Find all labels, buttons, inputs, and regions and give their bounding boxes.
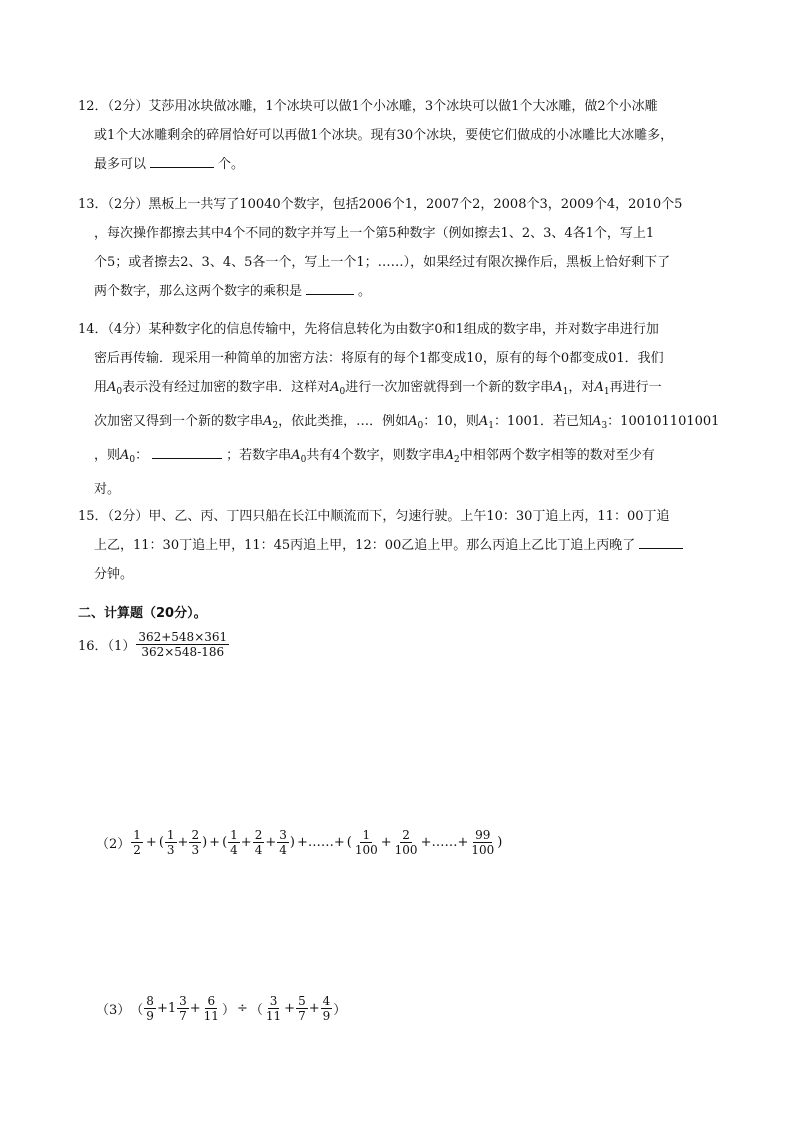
- question-15: [78, 502, 726, 589]
- plus-sign: +: [145, 835, 157, 850]
- q14-line-2: 密后再传输．现采用一种简单的加密方法：将原有的每个1都变成10，原有的每个0都变成01．我们: [94, 351, 664, 366]
- q12-line-3: [78, 150, 726, 179]
- numerator: 5: [298, 994, 306, 1008]
- var-a1: A: [553, 380, 563, 395]
- question-12: [78, 92, 726, 179]
- numerator: 3: [179, 994, 187, 1008]
- q14-text: 表示没有经过加密的数字串．这样对: [122, 380, 331, 395]
- sub-3: 3: [601, 421, 608, 431]
- fraction: [469, 828, 496, 857]
- sub-2: 2: [272, 421, 279, 431]
- numerator: 99: [475, 828, 491, 842]
- q14-text: ：100101101001: [607, 414, 720, 429]
- right-paren: ）: [333, 1003, 347, 1018]
- q15-text: 上乙，11：30丁追上甲，11：45丙追上甲，12：00乙追上甲。那么丙追上乙比丁追上丙晚了: [94, 538, 636, 553]
- right-paren: ): [202, 835, 208, 850]
- plus-sign: +: [284, 1001, 296, 1016]
- denominator: 4: [279, 843, 287, 857]
- denominator: 2: [133, 843, 141, 857]
- q12-text: 最多可以: [94, 157, 147, 172]
- q14-text: ，则: [94, 448, 121, 463]
- plus-sign: +: [209, 835, 221, 850]
- denominator: 4: [254, 843, 263, 857]
- numerator: 2: [402, 828, 410, 842]
- q14-answer-blank-1[interactable]: [152, 444, 222, 459]
- q12-line-1: 12．（2分）艾莎用冰块做冰雕，1个冰块可以做1个小冰雕，3个冰块可以做1个大冰雕，做2个小冰雕: [78, 99, 658, 114]
- q12-text-end: 个。: [218, 157, 245, 172]
- var-a2: A: [263, 414, 273, 429]
- q13-text-end: 。: [358, 284, 372, 299]
- left-paren: (: [222, 835, 228, 850]
- q15-line-1: 15．（2分）甲、乙、丙、丁四只船在长江中顺流而下，匀速行驶。上午10：30丁追上丙，11：00丁追: [78, 509, 670, 524]
- fraction: [277, 828, 289, 857]
- plus-sign: +: [380, 835, 392, 850]
- q14-text: ；若数字串: [226, 448, 292, 463]
- var-a0: A: [107, 380, 117, 395]
- q16-p3-label: （3）: [96, 1003, 131, 1018]
- fraction: [296, 994, 308, 1023]
- numerator: 4: [322, 994, 331, 1008]
- q13-line-1: 13．（2分）黑板上一共写了10040个数字，包括2006个1，2007个2，2008个3，2009个4，2010个5: [78, 197, 683, 212]
- plus-sign: +: [189, 1001, 201, 1016]
- plus-sign: +: [240, 835, 252, 850]
- numerator: 1: [362, 828, 371, 842]
- sub-1: 1: [603, 387, 610, 397]
- fraction: [177, 994, 189, 1023]
- denominator: 4: [230, 843, 238, 857]
- fraction: [131, 828, 143, 857]
- numerator: 1: [166, 828, 175, 842]
- numerator: 2: [191, 828, 200, 842]
- q16-p1-fraction: [136, 630, 229, 659]
- sub-0: 0: [129, 455, 136, 465]
- q14-text: ，依此类推，…．例如: [278, 414, 409, 429]
- plus-sign: +: [177, 835, 189, 850]
- denominator: 11: [203, 1009, 219, 1023]
- numerator: 6: [207, 994, 216, 1008]
- plus-sign: +: [308, 1001, 320, 1016]
- sub-0: 0: [417, 421, 424, 431]
- section-2-title: 二、计算题（20分）。: [78, 606, 207, 621]
- var-a1: A: [478, 414, 489, 429]
- q16-p2-label: （2）: [96, 837, 131, 852]
- denominator: 3: [191, 843, 200, 857]
- q14-line-6: 对。: [94, 482, 121, 497]
- left-paren: (: [158, 835, 164, 850]
- q14-line-1: 14．（4分）某种数字化的信息传输中，先将信息转化为由数字0和1组成的数字串，并对数字串进行加: [78, 322, 659, 337]
- fraction: [353, 828, 380, 857]
- q14-line-5: [78, 441, 726, 475]
- sub-0: 0: [116, 387, 123, 397]
- ellipsis-sum: +……+: [420, 835, 469, 850]
- plus-sign: +: [156, 1001, 168, 1016]
- var-a0: A: [330, 380, 340, 395]
- fraction: [253, 828, 265, 857]
- q13-answer-blank[interactable]: [306, 280, 354, 295]
- sub-0: 0: [300, 455, 307, 465]
- numerator: 1: [133, 828, 141, 842]
- question-14: [78, 315, 726, 504]
- fraction: [165, 828, 177, 857]
- left-paren: （: [249, 1003, 263, 1018]
- q14-text: ，对: [568, 380, 595, 395]
- fraction: [228, 828, 240, 857]
- numerator: 8: [146, 994, 154, 1008]
- denominator: 100: [394, 843, 418, 857]
- fraction: [264, 994, 283, 1023]
- denominator: 7: [298, 1009, 306, 1023]
- plus-sign: +: [265, 835, 277, 850]
- question-13: [78, 190, 726, 306]
- q12-line-2: 或1个大冰雕剩余的碎屑恰好可以再做1个冰块。现有30个冰块，要使它们做成的小冰雕比大冰雕多，: [94, 128, 674, 143]
- q14-text: 中相邻两个数字相等的数对至少有: [459, 448, 655, 463]
- q14-text: ：: [135, 448, 149, 463]
- q15-line-3: 分钟。: [94, 567, 134, 582]
- var-a0: A: [291, 448, 301, 463]
- numerator: 3: [279, 828, 287, 842]
- q14-text: ：1001．若已知: [493, 414, 593, 429]
- var-a2: A: [444, 448, 454, 463]
- q13-text: 两个数字，那么这两个数字的乘积是: [94, 284, 303, 299]
- var-a3: A: [592, 414, 602, 429]
- denominator: 100: [471, 843, 495, 857]
- numerator: 2: [254, 828, 263, 842]
- q14-text: ：10，则: [423, 414, 479, 429]
- q14-text: 用: [94, 380, 108, 395]
- var-a0: A: [120, 448, 130, 463]
- q16-p1-numerator: 362+548×361: [138, 630, 228, 644]
- fraction: [393, 828, 420, 857]
- sub-1: 1: [562, 387, 569, 397]
- q14-line-4: [78, 407, 726, 441]
- q13-line-2: ，每次操作都擦去其中4个不同的数字并写上一个第5种数字（例如擦去1、2、3、4各1个，写上1: [94, 226, 655, 241]
- q13-line-3: 个5；或者擦去2、3、4、5各一个，写上一个1；……），如果经过有限次操作后，黑板上恰好剩下了: [94, 255, 671, 270]
- fraction: [144, 994, 156, 1023]
- q14-text: 进行一次加密就得到一个新的数字串: [345, 380, 554, 395]
- q16-part-1: [78, 630, 230, 659]
- q14-line-3: [78, 373, 726, 407]
- q15-line-2: [78, 531, 726, 560]
- q16-part-3: [96, 994, 346, 1023]
- mixed-whole: 1: [167, 1001, 177, 1016]
- numerator: 3: [269, 994, 278, 1008]
- left-paren: （: [130, 1003, 144, 1018]
- denominator: 7: [179, 1009, 187, 1023]
- q13-line-4: [78, 277, 726, 306]
- right-paren: ): [497, 835, 503, 850]
- q12-answer-blank[interactable]: [150, 153, 214, 168]
- fraction: [321, 994, 333, 1023]
- left-paren: (: [346, 835, 352, 850]
- q14-text: 再进行一: [609, 380, 662, 395]
- denominator: 100: [354, 843, 378, 857]
- fraction: [202, 994, 221, 1023]
- q15-answer-blank[interactable]: [639, 534, 683, 549]
- fraction: [189, 828, 201, 857]
- q16-part-2: [96, 828, 502, 857]
- var-a0: A: [408, 414, 418, 429]
- q14-text: 共有4个数字，则数字串: [306, 448, 445, 463]
- sub-1: 1: [488, 421, 494, 431]
- numerator: 1: [230, 828, 238, 842]
- var-a1: A: [594, 380, 604, 395]
- q16-label: 16．（1）: [78, 639, 136, 654]
- divide-sign: ÷: [236, 1001, 248, 1016]
- sub-0: 0: [339, 387, 346, 397]
- right-paren: ）: [221, 1003, 235, 1018]
- q14-text: 次加密又得到一个新的数字串: [94, 414, 264, 429]
- denominator: 11: [265, 1009, 282, 1023]
- sub-2: 2: [453, 455, 460, 465]
- ellipsis-sum: +……+: [296, 835, 345, 850]
- q16-p1-denominator: 362×548-186: [141, 645, 225, 659]
- denominator: 9: [322, 1009, 331, 1023]
- denominator: 3: [166, 843, 175, 857]
- right-paren: ): [289, 835, 295, 850]
- denominator: 9: [146, 1009, 154, 1023]
